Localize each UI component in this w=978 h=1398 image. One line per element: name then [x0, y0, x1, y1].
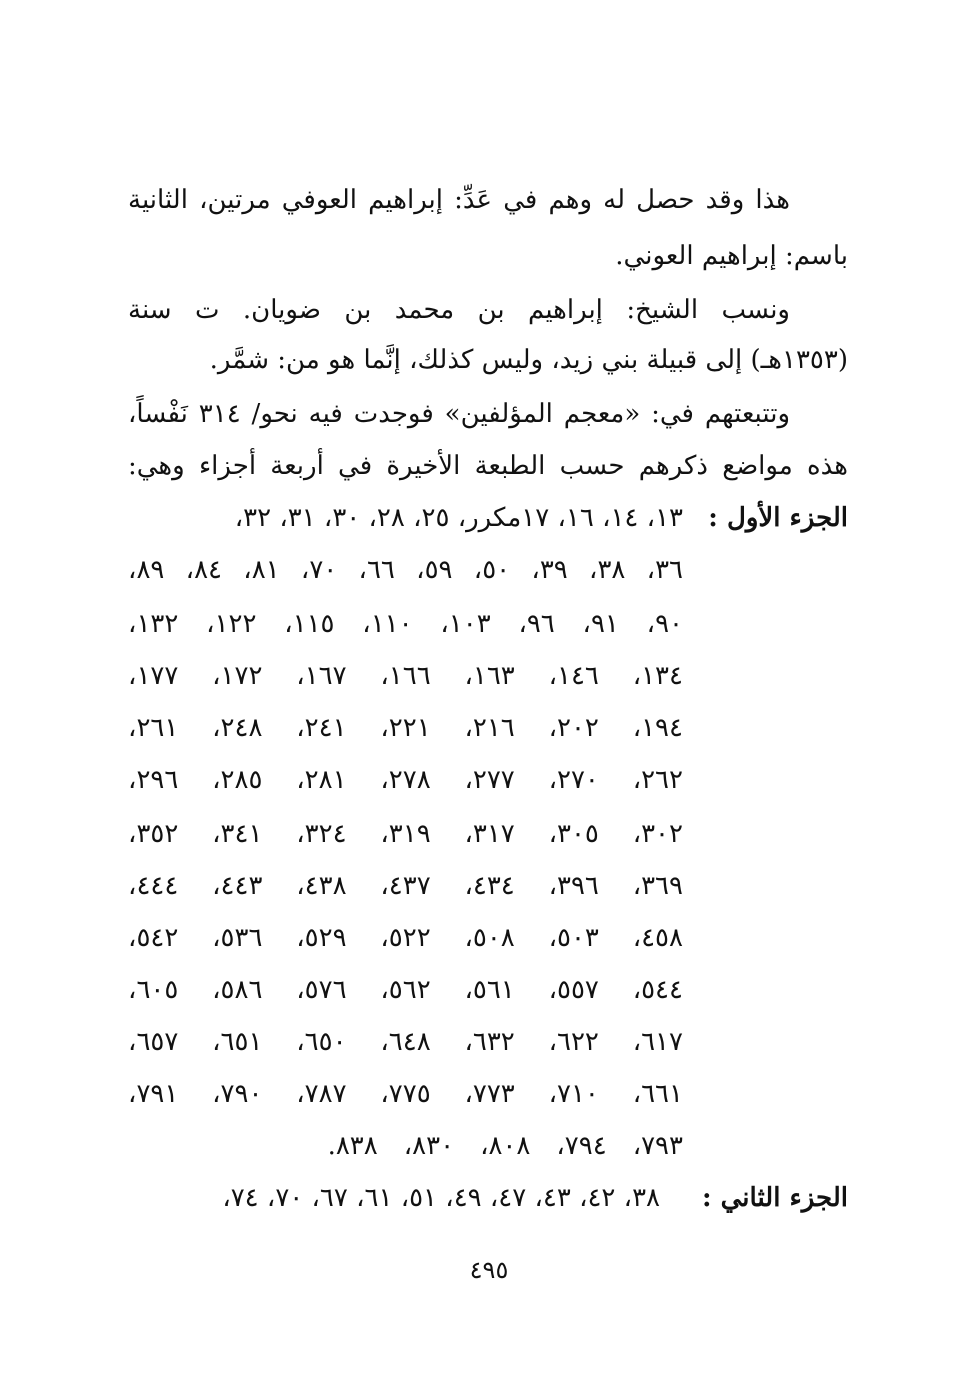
- page-ref: ٥٠٣،: [548, 923, 599, 953]
- page-ref: ٦٠٥،: [128, 975, 179, 1005]
- page-ref: ٢٢١،: [380, 713, 431, 743]
- page-ref: ١٠٣،: [440, 609, 491, 639]
- page-ref: ٦٦،: [358, 555, 395, 585]
- page-ref: ٧٩٣،: [632, 1131, 683, 1161]
- page-ref: ٢٧٨،: [380, 765, 431, 795]
- page-ref: ٢٠٢،: [548, 713, 599, 743]
- page-ref: ٢٨٥،: [212, 765, 263, 795]
- page-ref: ٣٤١،: [212, 819, 263, 849]
- page-ref: ١٧٢،: [212, 661, 263, 691]
- page-ref: ١٧٧،: [128, 661, 179, 691]
- page-ref: ٤٣٨،: [296, 871, 347, 901]
- page-ref: ٥٠،: [473, 555, 511, 585]
- page-list-row: [128, 918, 683, 962]
- page-ref: ٩٦،: [518, 609, 555, 639]
- page-list-row: [128, 708, 683, 752]
- page-ref: ٦٦١،: [632, 1079, 683, 1109]
- part-1-label: الجزء الأول :: [708, 503, 848, 533]
- page-list-row: [128, 656, 683, 700]
- page-ref: ١١٥،: [284, 609, 335, 639]
- page-ref: ٢٦٢،: [632, 765, 683, 795]
- page-ref: ٦١٧،: [632, 1027, 683, 1057]
- page-list-row: [128, 866, 683, 910]
- page-ref: ٧١٠،: [548, 1079, 599, 1109]
- page-ref: ٧٧٣،: [464, 1079, 515, 1109]
- page-ref: ١١٠،: [362, 609, 413, 639]
- page-ref: ٨٤،: [185, 555, 222, 585]
- paragraph-3-line-1: وتتبعتهم في: «معجم المؤلفين» فوجدت فيه نحو/ ٣١٤ نَفْساً،: [128, 399, 790, 429]
- page-ref: ٨٣٨.: [327, 1131, 378, 1161]
- page-ref: ٧٧٥،: [380, 1079, 431, 1109]
- page-list-row: [128, 550, 683, 594]
- page-ref: ٤٣٤،: [464, 871, 515, 901]
- page-ref: ٥٢٢،: [380, 923, 431, 953]
- page-ref: ٢٤٨،: [212, 713, 263, 743]
- page-ref: ٨٣٠،: [403, 1131, 455, 1161]
- page-ref: ٣٩،: [531, 555, 568, 585]
- page-ref: ٣٨،: [589, 555, 626, 585]
- page-ref: ٢٤١،: [296, 713, 347, 743]
- page-ref: ٢٧٠،: [548, 765, 599, 795]
- page-ref: ١٤٦،: [548, 661, 599, 691]
- paragraph-3-line-2: هذه مواضع ذكرهم حسب الطبعة الأخيرة في أربعة أجزاء وهي:: [128, 451, 848, 481]
- page-ref: ٥٨٦،: [212, 975, 263, 1005]
- page-ref: ٦٤٨،: [380, 1027, 431, 1057]
- page-ref: ٨١،: [243, 555, 280, 585]
- page-ref: ٣١٧،: [464, 819, 515, 849]
- page-ref: ٦٣٢،: [464, 1027, 515, 1057]
- paragraph-2-line-2: (١٣٥٣هـ) إلى قبيلة بني زيد، وليس كذلك، إنَّما هو من: شمَّر.: [209, 345, 848, 375]
- page-ref: ١٣٤،: [632, 661, 683, 691]
- page-ref: ١٦٣،: [464, 661, 515, 691]
- page-ref: ٧٩٠،: [212, 1079, 263, 1109]
- page-ref: ٥٤٤،: [632, 975, 683, 1005]
- part-2-line: ٣٨، ٤٢، ٤٣، ٤٧، ٤٩، ٥١، ٦١، ٦٧، ٧٠، ٧٤،: [222, 1183, 660, 1213]
- page-ref: ٦٢٢،: [548, 1027, 599, 1057]
- paragraph-2-line-1: ونسب الشيخ: إبراهيم بن محمد بن ضويان. ت سنة: [128, 295, 790, 325]
- page-ref: ٥٦١،: [464, 975, 515, 1005]
- page-list-row: [128, 1074, 683, 1118]
- page-list-row: [128, 814, 683, 858]
- page-ref: ٧٠،: [300, 555, 338, 585]
- page-ref: ٣١٩،: [380, 819, 431, 849]
- page-ref: ٢٩٦،: [128, 765, 179, 795]
- page-ref: ٢٦١،: [128, 713, 179, 743]
- page-ref: ٧٨٧،: [296, 1079, 347, 1109]
- page-ref: ٣٢٤،: [296, 819, 347, 849]
- page-ref: ٥٦٢،: [380, 975, 431, 1005]
- page-list-row: [128, 760, 683, 804]
- part-2-label: الجزء الثاني :: [701, 1183, 848, 1213]
- page-list-row: [128, 604, 683, 648]
- page-ref: ٢٧٧،: [464, 765, 515, 795]
- page-ref: ٣٩٦،: [548, 871, 599, 901]
- paragraph-1-line-1: هذا وقد حصل له وهم في عَدِّ: إبراهيم العوفي مرتين، الثانية: [128, 185, 790, 215]
- page-ref: ١٣٢،: [128, 609, 179, 639]
- page-ref: ٧٩١،: [128, 1079, 179, 1109]
- page-list-row: [128, 1022, 683, 1066]
- page-list-row: [128, 970, 683, 1014]
- page-ref: ٩٠،: [646, 609, 683, 639]
- page-list-row: [128, 1126, 683, 1170]
- page-ref: ٧٩٤،: [556, 1131, 607, 1161]
- page-number: ٤٩٥: [469, 1256, 509, 1284]
- page-ref: ٦٥٠،: [296, 1027, 347, 1057]
- part-1-first-line: ١٣، ١٤، ١٦، ١٧مكرر، ٢٥، ٢٨، ٣٠، ٣١، ٣٢،: [234, 503, 683, 533]
- page-ref: ٩١،: [582, 609, 619, 639]
- page-ref: ٦٥١،: [212, 1027, 263, 1057]
- page-ref: ٣٠٢،: [632, 819, 683, 849]
- page-ref: ٣٦،: [646, 555, 683, 585]
- page-ref: ٥٧٦،: [296, 975, 347, 1005]
- page-ref: ٤٤٤،: [128, 871, 179, 901]
- page-ref: ٤٥٨،: [632, 923, 683, 953]
- page-ref: ٣٦٩،: [632, 871, 683, 901]
- paragraph-1-line-2: باسم: إبراهيم العوني.: [615, 241, 848, 271]
- page-ref: ٨٠٨،: [480, 1131, 531, 1161]
- page-ref: ٥٣٦،: [212, 923, 263, 953]
- page-ref: ٥٤٢،: [128, 923, 179, 953]
- page-ref: ٥٥٧،: [548, 975, 599, 1005]
- page-ref: ٥٩،: [416, 555, 453, 585]
- page-ref: ٤٤٣،: [212, 871, 263, 901]
- page-ref: ١٦٦،: [380, 661, 431, 691]
- page-ref: ٥٠٨،: [464, 923, 515, 953]
- page-ref: ٦٥٧،: [128, 1027, 179, 1057]
- page-ref: ١٩٤،: [632, 713, 683, 743]
- page-ref: ٣٥٢،: [128, 819, 179, 849]
- page-ref: ١٢٢،: [206, 609, 257, 639]
- page-ref: ١٦٧،: [296, 661, 347, 691]
- page-ref: ٤٣٧،: [380, 871, 431, 901]
- page-ref: ٣٠٥،: [548, 819, 599, 849]
- page-ref: ٨٩،: [128, 555, 165, 585]
- page-ref: ٢٨١،: [296, 765, 347, 795]
- page-ref: ٥٢٩،: [296, 923, 347, 953]
- page-ref: ٢١٦،: [464, 713, 515, 743]
